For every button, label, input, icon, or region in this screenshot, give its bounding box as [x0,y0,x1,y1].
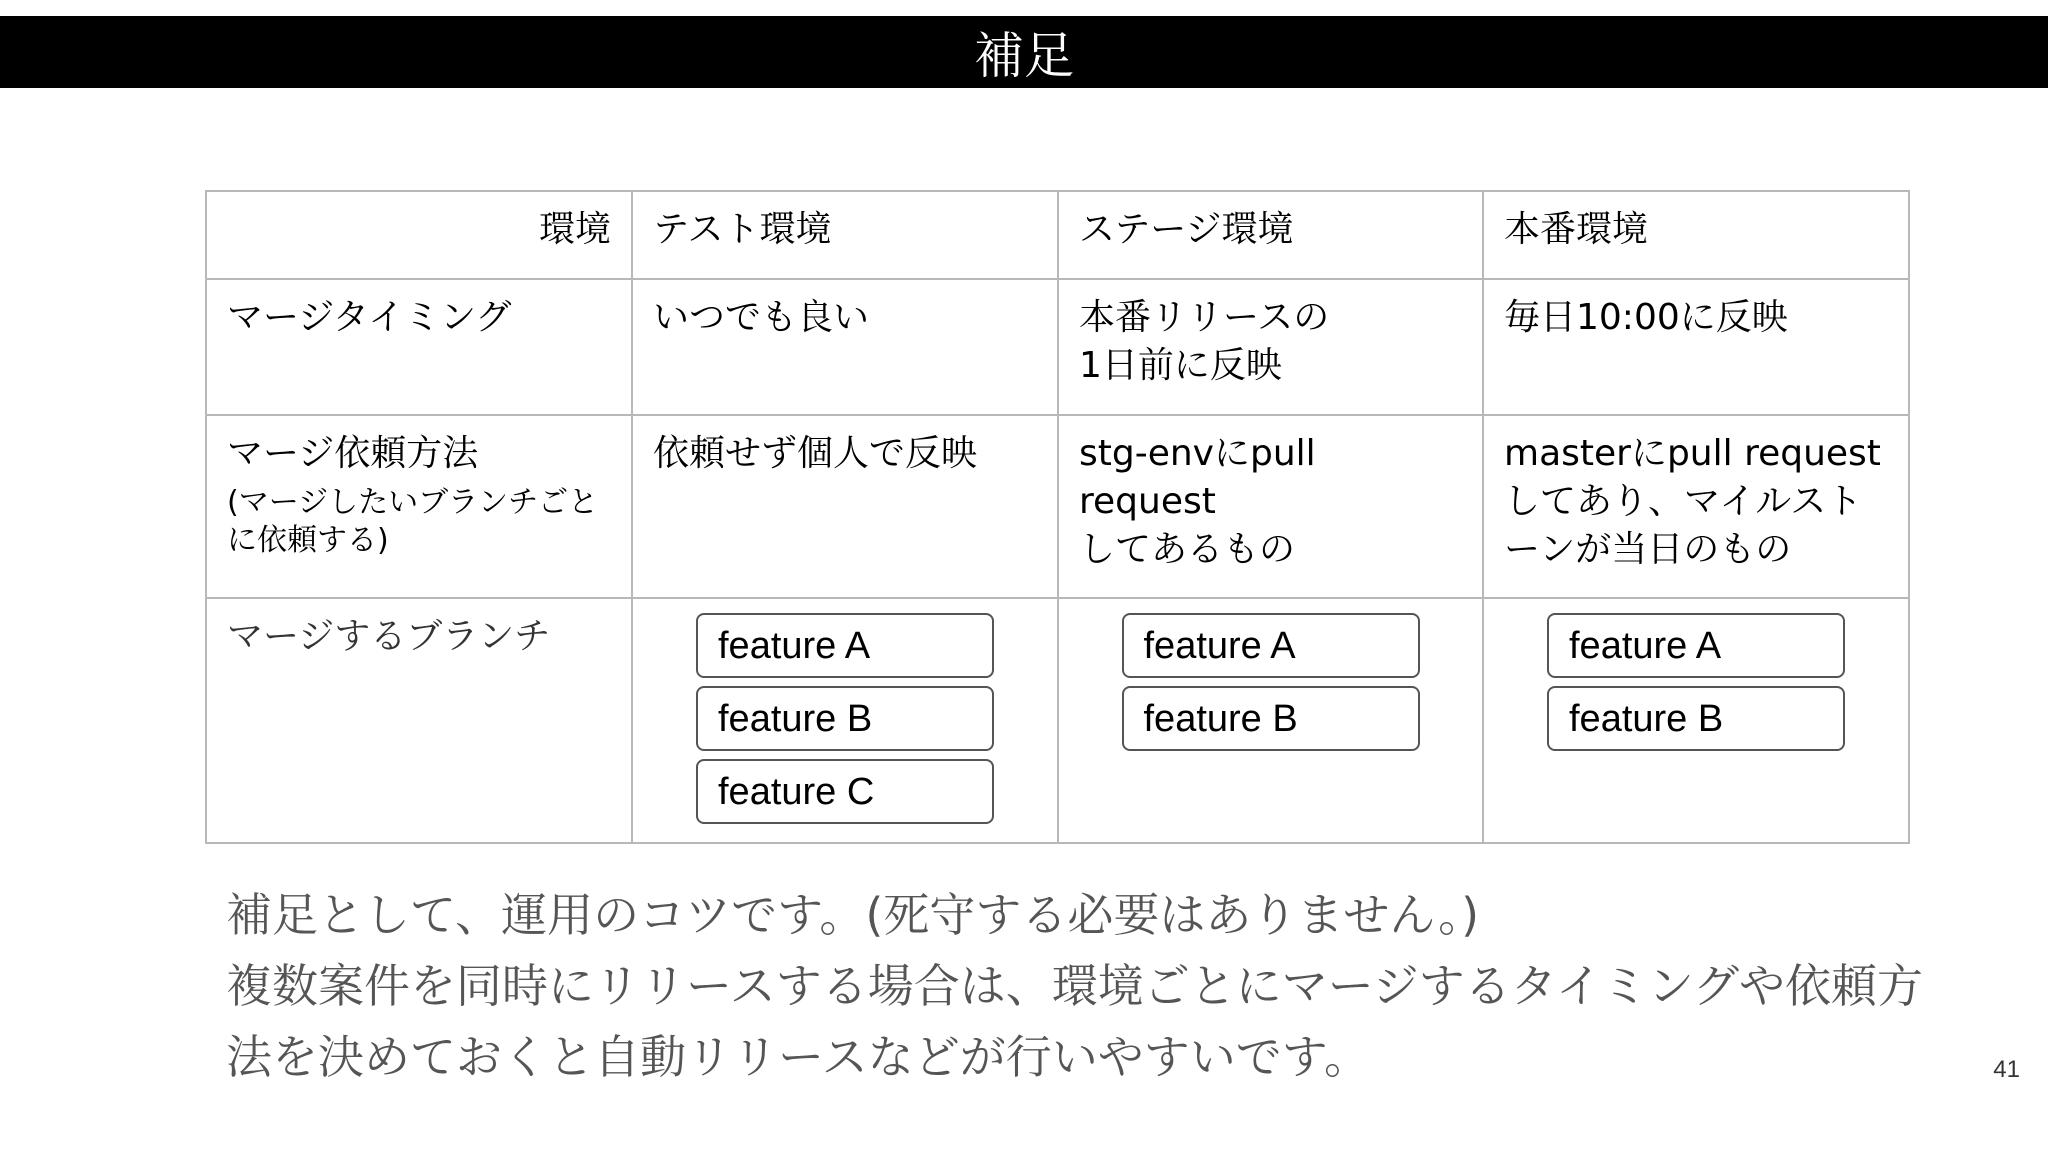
cell-timing-test: いつでも良い [632,279,1058,415]
branch-box: feature B [696,686,994,751]
column-header-test: テスト環境 [632,191,1058,279]
column-header-stage: ステージ環境 [1058,191,1483,279]
cell-timing-stage: 本番リリースの 1日前に反映 [1058,279,1483,415]
branch-box: feature B [1547,686,1845,751]
environment-comparison-table [205,190,1910,844]
row-label-merge-timing: マージタイミング [206,279,632,415]
row-label-merge-branches: マージするブランチ [206,598,632,843]
slide-title: 補足 [974,27,1074,85]
cell-branches-test [632,598,1058,843]
corner-header-cell: 環境 [206,191,632,279]
cell-method-prod: masterにpull request してあり、マイルストーンが当日のもの [1483,415,1909,598]
slide-title-bar [0,16,2048,88]
row-note-merge-method: (マージしたいブランチごとに依頼する) [227,485,599,558]
branch-box: feature C [696,759,994,824]
cell-branches-prod [1483,598,1909,843]
summary-line-1: 補足として、運用のコツです。(死守する必要はありません。) [226,888,1480,942]
table-row-merge-branches [206,598,1909,843]
page-number: 41 [1993,1056,2020,1083]
row-label-cell-merge-method [206,415,632,598]
row-label-merge-method: マージ依頼方法 [227,433,479,474]
branch-box: feature A [1122,613,1420,678]
table-header-row [206,191,1909,279]
cell-method-test: 依頼せず個人で反映 [632,415,1058,598]
branch-box: feature A [1547,613,1845,678]
branch-box: feature A [696,613,994,678]
table-row-merge-timing [206,279,1909,415]
cell-branches-stage [1058,598,1483,843]
summary-text [226,880,1946,1093]
branch-box: feature B [1122,686,1420,751]
summary-line-2: 複数案件を同時にリリースする場合は、環境ごとにマージするタイミングや依頼方法を決めておくと自動リリースなどが行いやすいです。 [226,959,1923,1084]
cell-method-stage: stg-envにpull request してあるもの [1058,415,1483,598]
table-row-merge-method [206,415,1909,598]
column-header-prod: 本番環境 [1483,191,1909,279]
cell-timing-prod: 毎日10:00に反映 [1483,279,1909,415]
